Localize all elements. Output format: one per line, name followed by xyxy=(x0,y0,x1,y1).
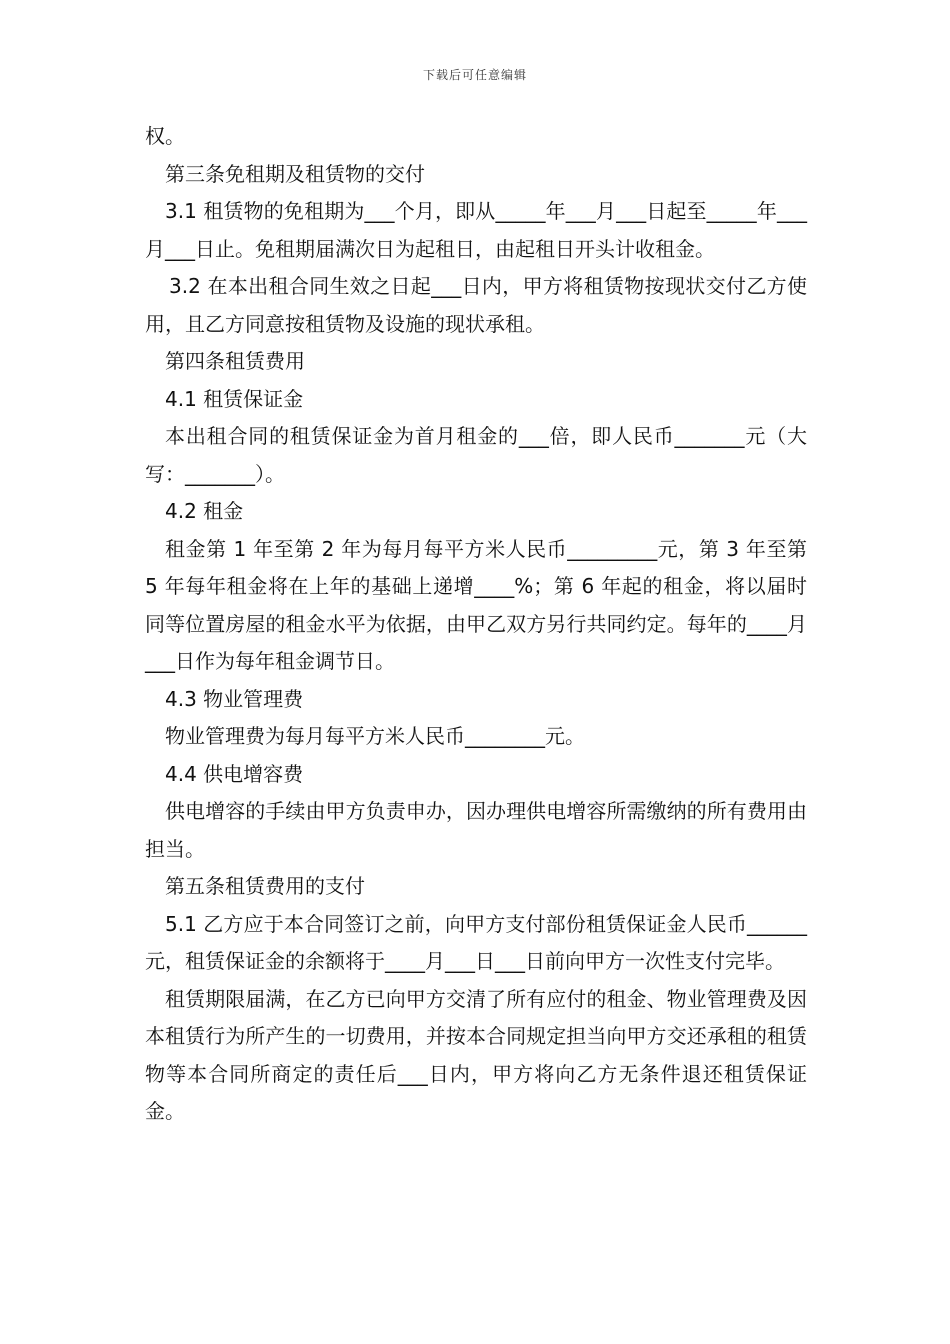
paragraph: 5.1 乙方应于本合同签订之前，向甲方支付部份租赁保证金人民币______元，租赁保证金的余额将于____月___日___日前向甲方一次性支付完毕。 xyxy=(145,911,807,973)
document-body xyxy=(145,118,807,1131)
page-header: 下载后可任意编辑 xyxy=(422,68,527,82)
paragraph: 权。 xyxy=(145,124,185,148)
subsection-heading: 4.1 租赁保证金 xyxy=(165,386,304,411)
paragraph: 物业管理费为每月每平方米人民币________元。 xyxy=(165,724,585,748)
paragraph: 供电增容的手续由甲方负责申办，因办理供电增容所需缴纳的所有费用由担当。 xyxy=(145,799,807,861)
section-heading: 第三条免租期及租赁物的交付 xyxy=(165,161,425,186)
section-heading: 第五条租赁费用的支付 xyxy=(165,874,365,898)
paragraph: 租赁期限届满，在乙方已向甲方交清了所有应付的租金、物业管理费及因本租赁行为所产生的一切费用，并按本合同规定担当向甲方交还承租的租赁物等本合同所商定的责任后___日内，甲方将向乙方无条件退还租赁保证金。 xyxy=(145,986,807,1123)
paragraph: 3.1 租赁物的免租期为___个月，即从_____年___月___日起至_____年___月___日止。免租期届满次日为起租日，由起租日开头计收租金。 xyxy=(145,199,807,261)
subsection-heading: 4.3 物业管理费 xyxy=(165,686,304,711)
subsection-heading: 4.2 租金 xyxy=(165,499,244,523)
section-heading: 第四条租赁费用 xyxy=(165,349,305,373)
subsection-heading: 4.4 供电增容费 xyxy=(165,761,304,786)
paragraph: 租金第 1 年至第 2 年为每月每平方米人民币_________元，第 3 年至第 5 年每年租金将在上年的基础上递增____%；第 6 年起的租金，将以届时同等位置房屋的租金水平为依据，由甲乙双方另行共同约定。每年的____月___日作为每年租金调节日。 xyxy=(145,536,807,673)
paragraph: 3.2 在本出租合同生效之日起___日内，甲方将租赁物按现状交付乙方使用，且乙方同意按租赁物及设施的现状承租。 xyxy=(145,274,807,336)
paragraph: 本出租合同的租赁保证金为首月租金的___倍，即人民币_______元（大写：_______）。 xyxy=(145,424,807,486)
